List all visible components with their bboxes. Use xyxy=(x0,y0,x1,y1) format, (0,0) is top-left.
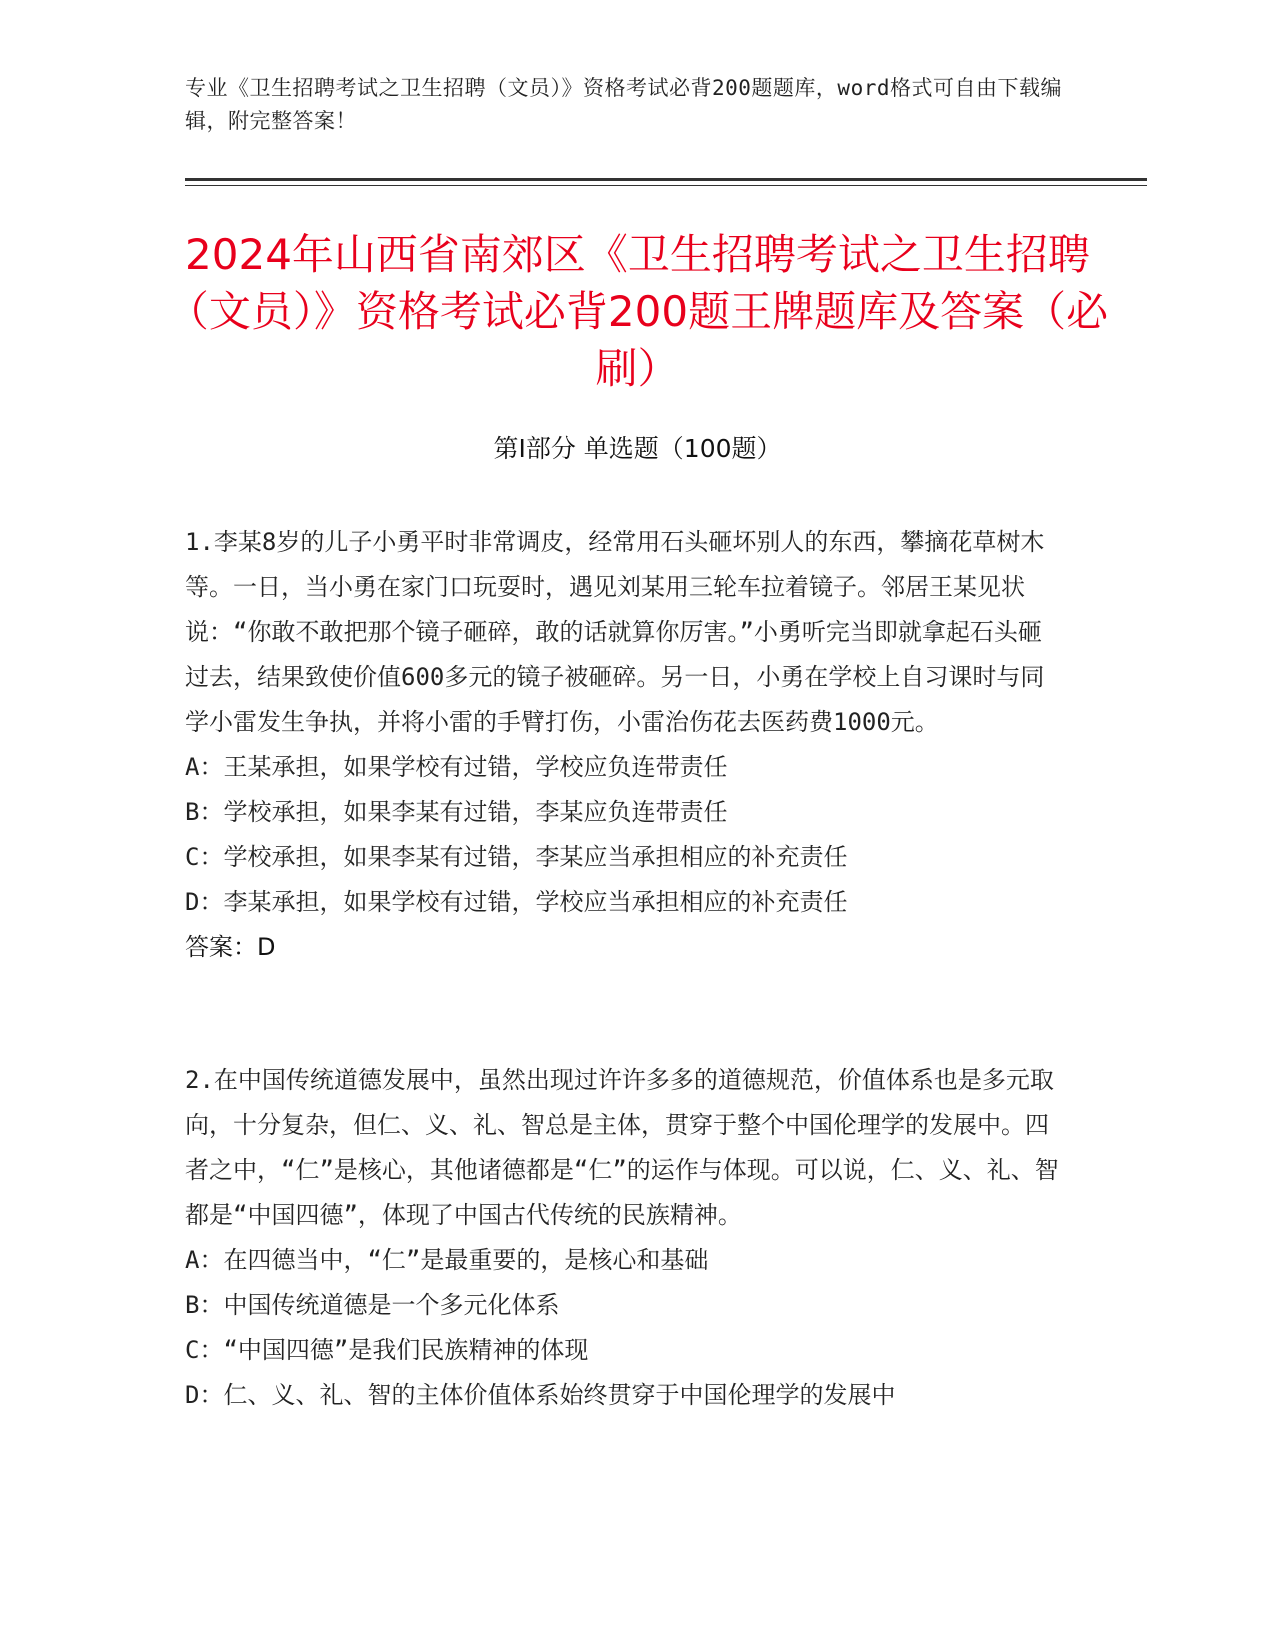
question-stem: 2.在中国传统道德发展中，虽然出现过许许多多的道德规范，价值体系也是多元取向，十分复杂，但仁、义、礼、智总是主体，贯穿于整个中国伦理学的发展中。四者之中，“仁”是核心，其他诸德都是“仁”的运作与体现。可以说，仁、义、礼、智都是“中国四德”，体现了中国古代传统的民族精神。 xyxy=(185,1066,1059,1229)
question-stem: 1.李某8岁的儿子小勇平时非常调皮，经常用石头砸坏别人的东西，攀摘花草树木等。一日，当小勇在家门口玩耍时，遇见刘某用三轮车拉着镜子。邻居王某见状说：“你敢不敢把那个镜子砸碎，敢的话就算你厉害。”小勇听完当即就拿起石头砸过去，结果致使价值600多元的镜子被砸碎。另一日，小勇在学校上自习课时与同学小雷发生争执，并将小雷的手臂打伤，小雷治伤花去医药费1000元。 xyxy=(185,528,1045,736)
header-divider-thick xyxy=(185,178,1147,181)
question-1 xyxy=(185,520,1065,970)
section-heading: 第Ⅰ部分 单选题（100题） xyxy=(493,434,782,463)
option-d: D：仁、义、礼、智的主体价值体系始终贯穿于中国伦理学的发展中 xyxy=(185,1381,896,1409)
question-2 xyxy=(185,1058,1065,1418)
option-a: A：王某承担，如果学校有过错，学校应负连带责任 xyxy=(185,753,728,781)
option-a: A：在四德当中，“仁”是最重要的，是核心和基础 xyxy=(185,1246,709,1274)
option-c: C：学校承担，如果李某有过错，李某应当承担相应的补充责任 xyxy=(185,843,848,871)
header-note: 专业《卫生招聘考试之卫生招聘（文员）》资格考试必背200题题库，word格式可自由下载编辑，附完整答案！ xyxy=(185,76,1062,133)
header-divider-thin xyxy=(185,185,1147,186)
option-b: B：中国传统道德是一个多元化体系 xyxy=(185,1291,560,1319)
option-d: D：李某承担，如果学校有过错，学校应当承担相应的补充责任 xyxy=(185,888,848,916)
option-b: B：学校承担，如果李某有过错，李某应负连带责任 xyxy=(185,798,728,826)
document-title: 2024年山西省南郊区《卫生招聘考试之卫生招聘（文员）》资格考试必背200题王牌题库及答案（必刷） xyxy=(166,230,1109,393)
answer-line: 答案：D xyxy=(185,933,276,961)
option-c: C：“中国四德”是我们民族精神的体现 xyxy=(185,1336,589,1364)
